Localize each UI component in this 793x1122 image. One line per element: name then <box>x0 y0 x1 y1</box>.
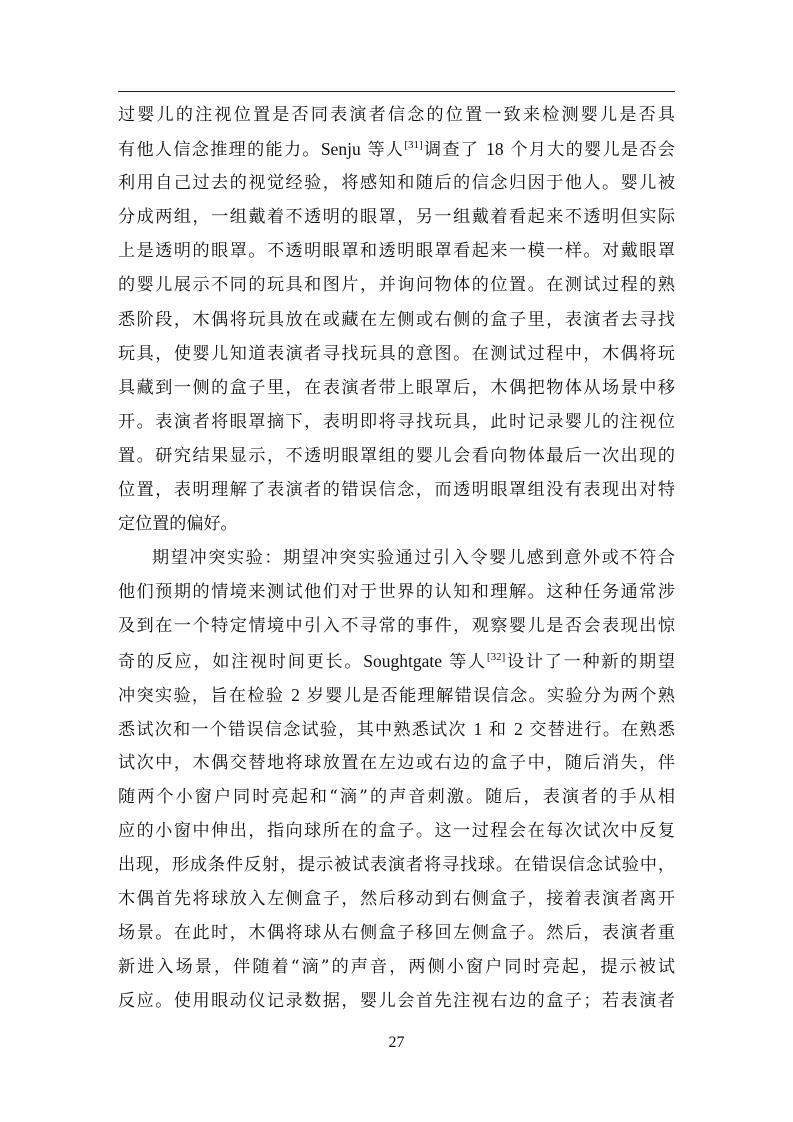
text-line: 置。研究结果显示，不透明眼罩组的婴儿会看向物体最后一次出现的 <box>118 445 675 466</box>
text-line: 的婴儿展示不同的玩具和图片，并询问物体的位置。在测试过程的熟 <box>118 275 675 296</box>
text-line: 开。表演者将眼罩摘下，表明即将寻找玩具，此时记录婴儿的注视位 <box>118 411 675 432</box>
text-line: 试次中，木偶交替地将球放置在左边或右边的盒子中，随后消失，伴 <box>118 752 675 773</box>
text-line: 出现，形成条件反射，提示被试表演者将寻找球。在错误信念试验中， <box>118 855 675 876</box>
author-name: Soughtgate <box>363 650 442 671</box>
citation-ref: [32] <box>486 650 506 663</box>
text-line: 有他人信念推理的能力。Senju 等人[31]调查了 18 个月大的婴儿是否会 <box>118 139 676 161</box>
text-line: 冲突实验，旨在检验 2 岁婴儿是否能理解错误信念。实验分为两个熟 <box>118 684 675 706</box>
text-line: 位置，表明理解了表演者的错误信念，而透明眼罩组没有表现出对特 <box>118 480 675 501</box>
text-line: 随两个小窗户同时亮起和“滴”的声音刺激。随后，表演者的手从相 <box>118 786 675 807</box>
text-line: 具藏到一侧的盒子里，在表演者带上眼罩后，木偶把物体从场景中移 <box>118 377 675 398</box>
text-line: 期望冲突实验：期望冲突实验通过引入令婴儿感到意外或不符合 <box>152 548 675 569</box>
text-line: 应的小窗中伸出，指向球所在的盒子。这一过程会在每次试次中反复 <box>118 820 675 841</box>
text-line: 奇的反应，如注视时间更长。Soughtgate 等人[32]设计了一种新的期望 <box>118 650 676 672</box>
text-line: 新进入场景，伴随着“滴”的声音，两侧小窗户同时亮起，提示被试 <box>118 957 675 978</box>
text-line: 上是透明的眼罩。不透明眼罩和透明眼罩看起来一模一样。对戴眼罩 <box>118 241 675 262</box>
text-line: 玩具，使婴儿知道表演者寻找玩具的意图。在测试过程中，木偶将玩 <box>118 343 675 364</box>
author-name: Senju <box>320 139 361 160</box>
text-line: 悉阶段，木偶将玩具放在或藏在左侧或右侧的盒子里，表演者去寻找 <box>118 309 675 330</box>
header-rule <box>118 91 675 92</box>
page-number: 27 <box>388 1034 405 1051</box>
text-line: 他们预期的情境来测试他们对于世界的认知和理解。这种任务通常涉 <box>118 582 675 603</box>
text-line: 及到在一个特定情境中引入不寻常的事件，观察婴儿是否会表现出惊 <box>118 616 675 637</box>
citation-ref: [31] <box>404 139 423 152</box>
body-text <box>118 98 675 1019</box>
text-line: 场景。在此时，木偶将球从右侧盒子移回左侧盒子。然后，表演者重 <box>118 923 675 944</box>
text-line: 反应。使用眼动仪记录数据，婴儿会首先注视右边的盒子；若表演者 <box>118 991 675 1012</box>
text-line: 木偶首先将球放入左侧盒子，然后移动到右侧盒子，接着表演者离开 <box>118 889 675 910</box>
text-line: 过婴儿的注视位置是否同表演者信念的位置一致来检测婴儿是否具 <box>118 105 675 125</box>
text-line: 分成两组，一组戴着不透明的眼罩，另一组戴着看起来不透明但实际 <box>118 207 675 228</box>
text-line: 利用自己过去的视觉经验，将感知和随后的信念归因于他人。婴儿被 <box>118 173 675 194</box>
text-line: 悉试次和一个错误信念试验，其中熟悉试次 1 和 2 交替进行。在熟悉 <box>118 718 675 740</box>
text-line: 定位置的偏好。 <box>118 514 238 535</box>
